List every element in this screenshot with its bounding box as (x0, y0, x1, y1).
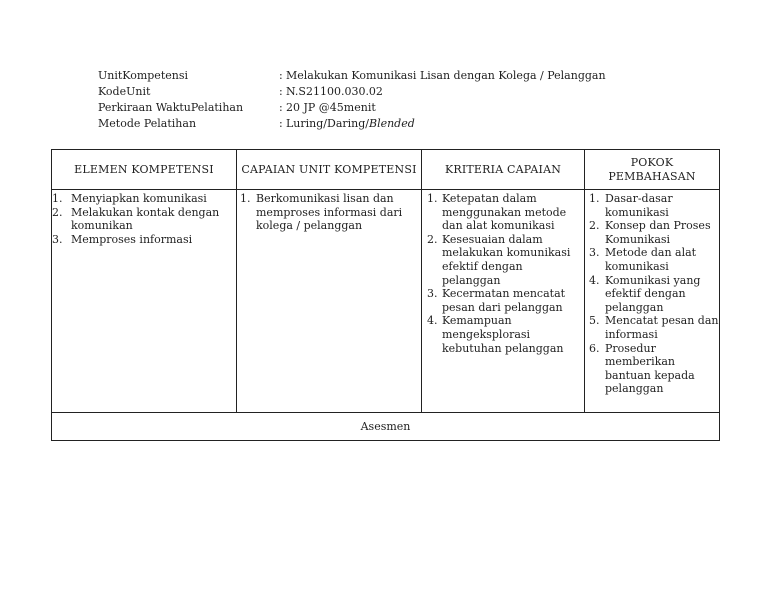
list-text: Prosedur memberikan bantuan kepada pelanggan (605, 341, 695, 396)
competency-table (51, 149, 720, 441)
elemen-list (52, 192, 236, 246)
meta-row-duration (98, 100, 606, 116)
list-item (52, 192, 236, 206)
table-footer-row (52, 413, 720, 441)
meta-key: Metode Pelatihan (98, 117, 197, 130)
list-number: 2. (589, 219, 600, 233)
list-item (589, 246, 719, 273)
list-item (52, 206, 236, 233)
list-item (427, 314, 584, 355)
header-pokok (585, 150, 720, 190)
capaian-cell (237, 190, 422, 413)
list-text: Mencatat pesan dan informasi (605, 314, 719, 341)
list-number: 1. (52, 192, 63, 205)
footer-asesmen: Asesmen (52, 413, 720, 441)
list-number: 3. (52, 232, 63, 246)
meta-row-method (98, 116, 606, 132)
meta-key: KodeUnit (98, 85, 151, 98)
list-item (589, 274, 719, 315)
list-number: 3. (589, 246, 600, 260)
header-kriteria: KRITERIA CAPAIAN (422, 150, 585, 190)
header-elemen: ELEMEN KOMPETENSI (52, 150, 237, 190)
list-item (589, 342, 719, 396)
list-text: Berkomunikasi lisan dan memproses informasi dari kolega / pelanggan (256, 192, 403, 233)
list-text: Memproses informasi (71, 232, 193, 246)
list-text: Komunikasi yang efektif dengan pelanggan (605, 273, 701, 314)
list-item (427, 192, 584, 233)
meta-separator: : (279, 101, 283, 114)
meta-separator: : (279, 117, 283, 130)
list-number: 4. (427, 314, 438, 328)
meta-row-unit (98, 68, 606, 84)
list-item (427, 287, 584, 314)
meta-separator: : (279, 85, 283, 98)
list-number: 6. (589, 341, 600, 355)
meta-value: N.S21100.030.02 (286, 85, 383, 98)
list-text: Menyiapkan komunikasi (71, 192, 207, 205)
meta-value (286, 116, 415, 132)
list-item (589, 192, 719, 219)
list-item (427, 233, 584, 287)
list-text: Melakukan kontak dengan komunikan (71, 205, 220, 233)
list-text: Ketepatan dalam menggunakan metode dan alat komunikasi (442, 192, 567, 233)
list-item (589, 314, 719, 341)
meta-value-plain: Luring/Daring/ (286, 117, 369, 130)
list-item (589, 219, 719, 246)
list-item (240, 192, 421, 233)
meta-key: UnitKompetensi (98, 69, 188, 82)
list-number: 2. (427, 232, 438, 246)
pokok-list (589, 192, 719, 396)
list-text: Konsep dan Proses Komunikasi (605, 219, 711, 246)
list-number: 5. (589, 314, 600, 328)
list-number: 1. (589, 192, 600, 205)
header-pokok-label: POKOK PEMBAHASAN (608, 155, 696, 183)
pokok-cell (585, 190, 720, 413)
list-text: Dasar-dasar komunikasi (605, 192, 673, 219)
unit-info (98, 68, 606, 132)
capaian-list (240, 192, 421, 233)
meta-row-code (98, 84, 606, 100)
list-number: 1. (427, 192, 438, 205)
meta-value-italic: Blended (368, 117, 415, 130)
meta-value: Melakukan Komunikasi Lisan dengan Kolega / Pelanggan (286, 69, 606, 82)
table-row (52, 190, 720, 413)
list-text: Metode dan alat komunikasi (605, 246, 697, 273)
elemen-cell (52, 190, 237, 413)
list-item (52, 233, 236, 247)
meta-key: Perkiraan WaktuPelatihan (98, 101, 244, 114)
meta-separator: : (279, 69, 283, 82)
meta-value: 20 JP @45menit (286, 101, 376, 114)
table-header-row (52, 150, 720, 190)
list-text: Kesesuaian dalam melakukan komunikasi efektif dengan pelanggan (442, 232, 571, 287)
header-capaian: CAPAIAN UNIT KOMPETENSI (237, 150, 422, 190)
kriteria-cell (422, 190, 585, 413)
list-text: Kecermatan mencatat pesan dari pelanggan (442, 287, 566, 314)
kriteria-list (427, 192, 584, 355)
list-number: 4. (589, 273, 600, 287)
list-number: 1. (240, 192, 251, 205)
list-text: Kemampuan mengeksplorasi kebutuhan pelanggan (442, 314, 564, 355)
list-number: 3. (427, 287, 438, 301)
list-number: 2. (52, 205, 63, 219)
